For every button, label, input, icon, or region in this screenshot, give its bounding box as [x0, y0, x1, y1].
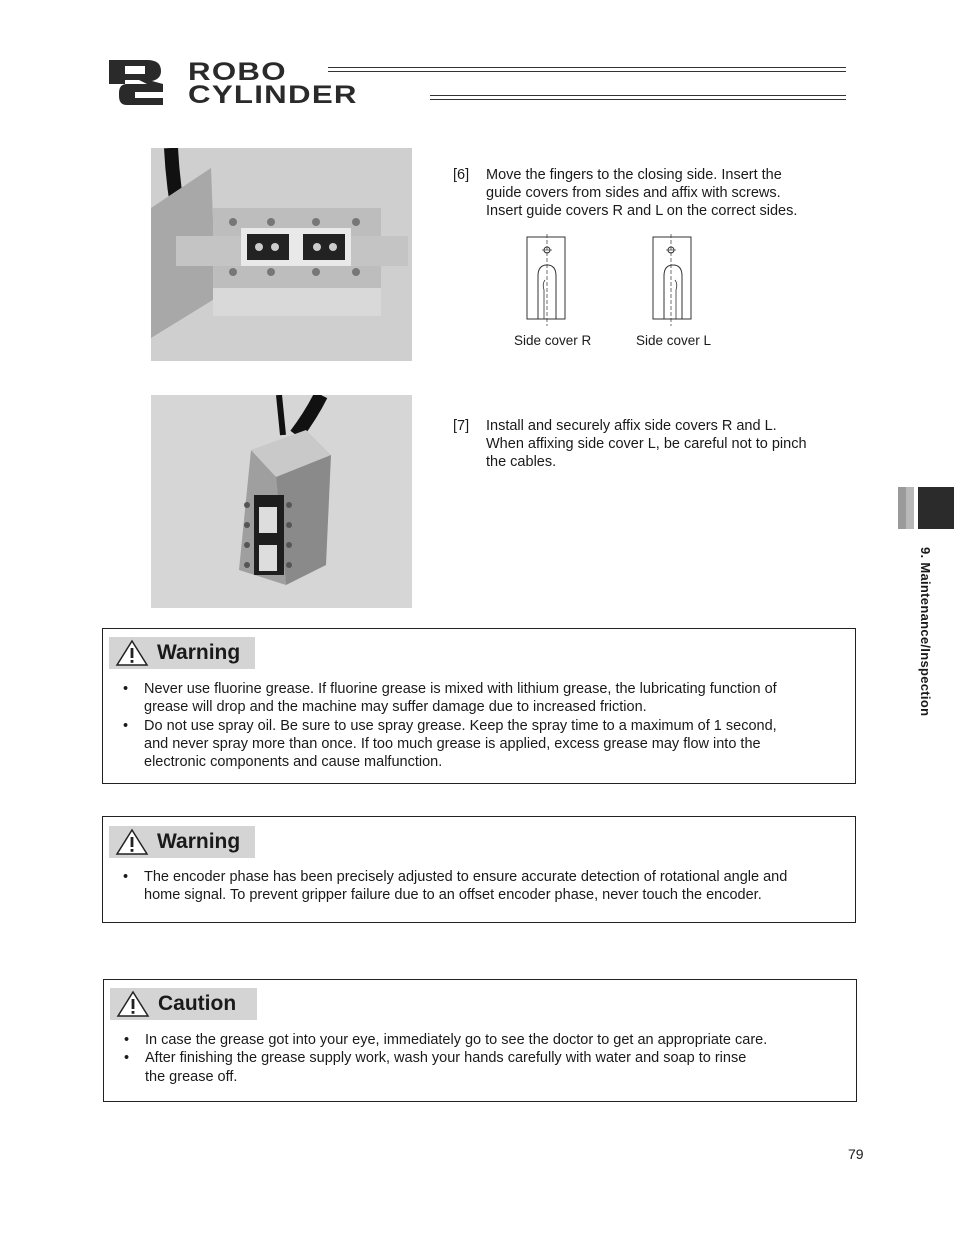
bullet-line: In case the grease got into your eye, immediately go to see the doctor to get an appropriate care. [145, 1032, 768, 1048]
side-cover-l-label: Side cover L [636, 333, 712, 348]
bullet-line: After finishing the grease supply work, wash your hands carefully with water and soap to rinse [145, 1050, 747, 1067]
caution-title: Caution [158, 992, 237, 1015]
header-rule-top-b [328, 71, 846, 72]
step-6-line: Move the fingers to the closing side. Insert the [486, 167, 782, 183]
step-7-line: When affixing side cover L, be careful not to pinch [486, 436, 807, 452]
logo-robo-text: ROBO [188, 58, 287, 86]
bullet-line: electronic components and cause malfunction. [144, 754, 443, 771]
side-cover-r-diagram [522, 232, 574, 328]
warning-title: Warning [157, 641, 241, 664]
warning-triangle-icon [115, 828, 149, 856]
list-item: • Do not use spray oil. Be sure to use spray grease. Keep the spray time to a maximum of 1 second, and never spray more than once. If too much grease is applied, excess grease may flow into the electronic components and cause malfunction. [103, 717, 843, 772]
header-rule-top-a [328, 67, 846, 68]
warning-header [109, 826, 255, 858]
gripper-photo-side-view [151, 395, 412, 608]
chapter-tab-light [898, 487, 906, 529]
bullet-line: home signal. To prevent gripper failure due to an offset encoder phase, never touch the encoder. [144, 887, 762, 904]
bullet-line: The encoder phase has been precisely adjusted to ensure accurate detection of rotational angle and [144, 869, 788, 885]
warning-title: Warning [157, 830, 241, 853]
step-6-line: Insert guide covers R and L on the correct sides. [486, 203, 798, 219]
logo-cylinder-text: CYLINDER [188, 81, 358, 109]
page-number: 79 [848, 1146, 864, 1162]
side-cover-r-label: Side cover R [514, 333, 592, 348]
caution-box [103, 979, 857, 1102]
header-rule-bottom-a [430, 95, 846, 96]
bullet-line: the grease off. [145, 1068, 238, 1085]
step-7-line: the cables. [486, 454, 557, 470]
step-7-text [486, 417, 807, 471]
warning-bullet-list [103, 680, 843, 771]
bullet-line: and never spray more than once. If too much grease is applied, excess grease may flow into the [144, 735, 761, 752]
caution-header [110, 988, 257, 1020]
header-rule-bottom-b [430, 99, 846, 100]
chapter-side-label: 9. Maintenance/Inspection [918, 547, 933, 717]
warning-box-grease [102, 628, 856, 784]
step-7-line: Install and securely affix side covers R and L. [486, 418, 777, 434]
caution-bullet-list [104, 1031, 844, 1086]
chapter-tab-mid [906, 487, 914, 529]
list-item: • In case the grease got into your eye, immediately go to see the doctor to get an appropriate care. [104, 1031, 844, 1049]
list-item: • After finishing the grease supply work, wash your hands carefully with water and soap to rinse the grease off. [104, 1049, 844, 1086]
chapter-tab-dark [918, 487, 954, 529]
step-7-number: [7] [453, 418, 470, 434]
warning-box-encoder [102, 816, 856, 923]
warning-triangle-icon [115, 639, 149, 667]
robo-cylinder-logo-icon [107, 58, 183, 106]
step-6-text [486, 166, 797, 220]
list-item: • Never use fluorine grease. If fluorine grease is mixed with lithium grease, the lubricating function of grease will drop and the machine may suffer damage due to increased friction. [103, 680, 843, 717]
caution-triangle-icon [116, 990, 150, 1018]
list-item: • The encoder phase has been precisely adjusted to ensure accurate detection of rotational angle and home signal. To prevent gripper failure due to an offset encoder phase, never touch the encoder. [103, 868, 843, 905]
gripper-photo-top-view [151, 148, 412, 361]
bullet-line: Do not use spray oil. Be sure to use spray grease. Keep the spray time to a maximum of 1 second, [144, 717, 777, 734]
step-6-line: guide covers from sides and affix with screws. [486, 185, 781, 201]
warning-bullet-list [103, 868, 843, 905]
bullet-line: Never use fluorine grease. If fluorine grease is mixed with lithium grease, the lubricating function of [144, 681, 777, 697]
bullet-line: grease will drop and the machine may suffer damage due to increased friction. [144, 699, 647, 716]
warning-header [109, 637, 255, 669]
step-6-number: [6] [453, 167, 470, 183]
side-cover-l-diagram [648, 232, 700, 328]
